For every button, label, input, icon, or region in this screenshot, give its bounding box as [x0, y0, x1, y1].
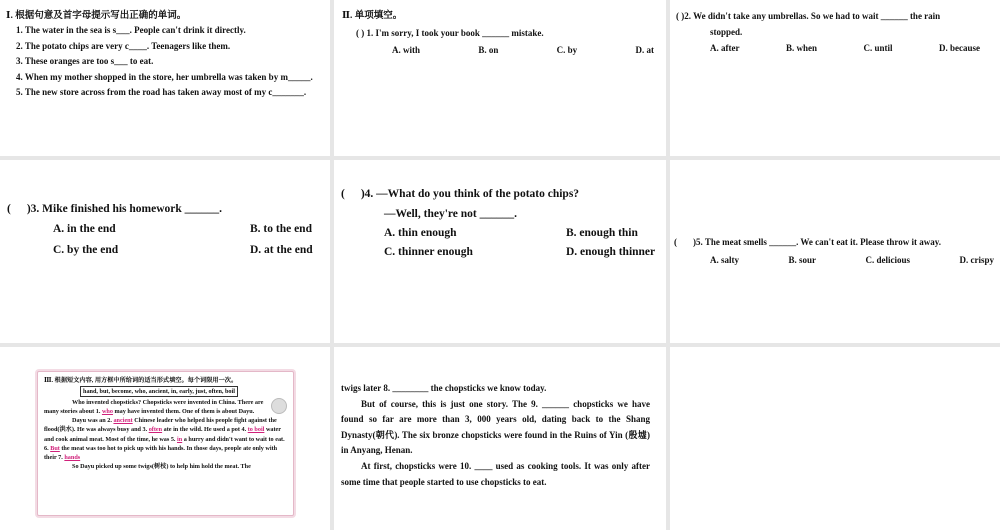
q5-option-a: A. salty — [710, 255, 739, 265]
q2-options — [676, 40, 994, 56]
q1-stem — [342, 26, 658, 42]
q1-option-d: D. at — [635, 44, 654, 55]
q3-paren: ( — [7, 203, 11, 215]
para-2-text: Dayu was an 2. — [72, 417, 112, 425]
q2-option-d: D. because — [938, 43, 980, 53]
q3-option-b: B. to the end — [250, 223, 312, 235]
passage-para-4: But of course, this is just one story. The 9. ______ chopsticks we have found so far are more than 3, 000 years old, dating back to the Shang Dynasty(朝代). The six bronze chopsticks were found in the Ruins of Yin (殷墟) in Anyang, Henan. — [341, 398, 650, 456]
q2-option-c: C. until — [863, 43, 893, 53]
answer-6: But — [50, 444, 60, 452]
answer-3: often — [148, 426, 163, 434]
q5-stem — [674, 235, 941, 251]
q4-option-a: A. thin enough — [384, 227, 457, 239]
passage-card — [37, 371, 294, 516]
passage-para-2 — [44, 416, 287, 461]
q5-option-b: B. sour — [788, 255, 816, 265]
slide-9 — [670, 347, 1000, 530]
q2-line-1: ( )2. We didn't take any umbrellas. So we had to wait ______ the rain — [676, 11, 941, 21]
q4-option-c: C. thinner enough — [384, 246, 473, 258]
q4-line-1 — [341, 184, 579, 204]
slide-2 — [334, 0, 666, 156]
q1-option-a: A. with — [392, 44, 421, 55]
q5-option-c: C. delicious — [865, 255, 910, 265]
q3-option-a: A. in the end — [53, 223, 116, 235]
q4-option-d: D. enough thinner — [566, 246, 656, 258]
para-2-text-d: water and cook animal meat. Most of the time, he was 5. — [44, 426, 281, 443]
passage-continued — [334, 347, 666, 490]
answer-5: in — [177, 435, 183, 443]
answer-4: to boil — [247, 426, 265, 434]
word-box: hand, but, become, who, ancient, in, early, just, often, boil — [80, 386, 238, 397]
slide-7 — [0, 347, 330, 530]
q2-option-a: A. after — [710, 43, 740, 53]
q5-option-d: D. crispy — [959, 255, 994, 265]
section-2-header: Ⅱ. 单项填空。 — [342, 11, 403, 21]
passage-card-content — [38, 372, 293, 475]
s1-item-3: 3. These oranges are too s___ to eat. — [16, 56, 154, 66]
q4-line-2: —Well, they're not ______. — [384, 208, 517, 220]
passage-para-5: At first, chopsticks were 10. ____ used as cooking tools. It was only after some time that people started to use chopsticks to eat. — [341, 460, 650, 487]
section-1-header: Ⅰ. 根据句意及首字母提示写出正确的单词。 — [6, 11, 187, 21]
slide-6 — [670, 160, 1000, 343]
slide-4 — [0, 160, 330, 343]
q5-paren: ( — [674, 237, 677, 247]
q3-option-d: D. at the end — [250, 244, 313, 256]
s1-item-2: 2. The potato chips are very c____. Teenagers like them. — [16, 40, 231, 51]
para-2-text-c: ate in the wild. He used a pot 4. — [163, 426, 247, 434]
q4-options-row-1 — [384, 223, 638, 243]
q3-option-c: C. by the end — [53, 244, 119, 256]
q1-paren: ( ) — [356, 28, 365, 38]
slide-3 — [670, 0, 1000, 156]
q2-line-2: stopped. — [710, 26, 743, 37]
q3-stem — [7, 199, 222, 219]
passage-para-1 — [44, 398, 287, 416]
q4-option-b: B. enough thin — [566, 227, 638, 239]
answer-2: ancient — [113, 417, 133, 425]
q5-text: )5. The meat smells ______. We can't eat it. Please throw it away. — [693, 237, 941, 247]
slide-8 — [334, 347, 666, 530]
q3-options-row-2 — [53, 240, 313, 260]
passage-line-8: twigs later 8. ________ the chopsticks we know today. — [341, 383, 547, 393]
answer-1: who — [101, 408, 113, 416]
q3-options-row-1 — [53, 219, 312, 239]
s1-item-4: 4. When my mother shopped in the store, her umbrella was taken by m_____. — [16, 71, 313, 82]
q1-option-c: C. by — [556, 44, 578, 55]
play-button[interactable] — [271, 398, 287, 414]
q4-options-row-2 — [384, 242, 655, 262]
q5-options — [710, 252, 994, 268]
q4-text: )4. —What do you think of the potato chips? — [360, 188, 580, 200]
answer-7: hands — [64, 453, 81, 461]
q1-options — [342, 42, 658, 58]
para-2-text-e: a hurry and didn't want to wait to eat. 6. — [44, 435, 285, 452]
q3-text: )3. Mike finished his homework ______. — [26, 203, 223, 215]
q1-option-b: B. on — [478, 44, 499, 55]
para-1-text-b: may have invented them. One of them is about Dayu. — [114, 408, 255, 416]
passage-para-3: So Dayu picked up some twigs(树枝) to help him hold the meat. The — [72, 462, 251, 470]
q1-text: 1. I'm sorry, I took your book ______ mistake. — [366, 28, 544, 38]
slide-1 — [0, 0, 330, 156]
q2-option-b: B. when — [785, 43, 817, 53]
q4-paren: ( — [341, 188, 345, 200]
s1-item-1: 1. The water in the sea is s___. People can't drink it directly. — [16, 25, 246, 35]
para-2-text-f: the meat was too hot to pick up with his hands. In those days, people ate only with their 7. — [44, 444, 278, 461]
para-1-text: Who invented chopsticks? Chopsticks were invented in China. There are many stories about 1. — [44, 399, 264, 416]
s1-item-5: 5. The new store across from the road has taken away most of my c_______. — [16, 87, 307, 97]
slide-5 — [334, 160, 666, 343]
section-3-header: Ⅲ. 根据短文内容, 用方框中所给词的适当形式填空。每个词限用一次。 — [44, 377, 238, 384]
para-2-text-b: Chinese leader who helped his people fight against the flood(洪水). He was always busy and 3. — [44, 417, 277, 434]
